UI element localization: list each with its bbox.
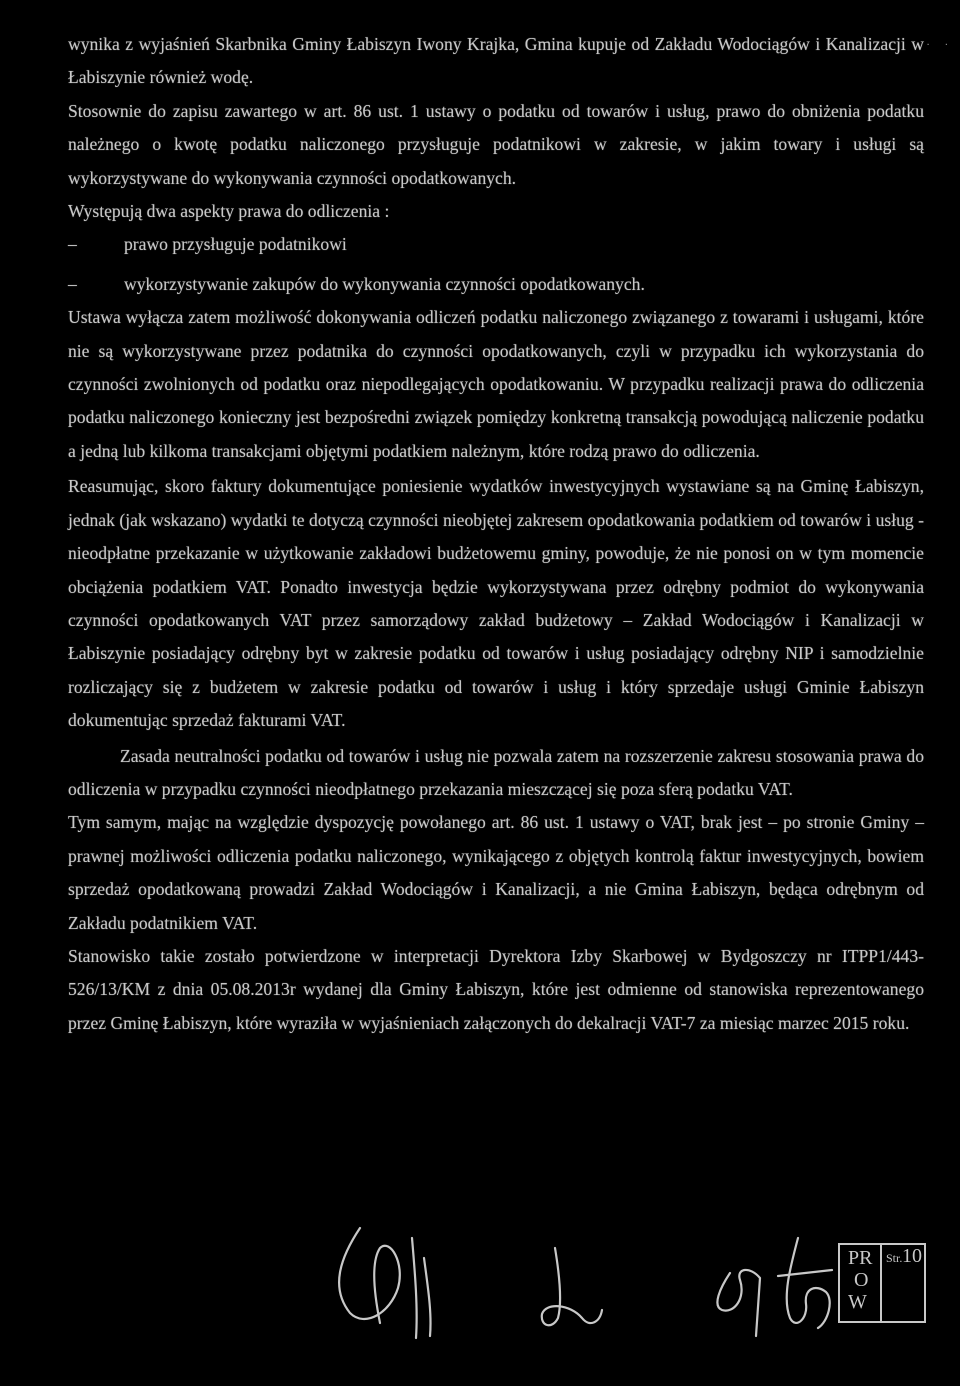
stamp-line-3: W xyxy=(848,1291,867,1313)
paragraph: Ustawa wyłącza zatem możliwość dokonywania odliczeń podatku naliczonego związanego z towarami i usługami, które nie są wykorzystywane przez podatnika do czynności opodatkowanych, czyli w przypadku ich wykorzystania do czynności zwolnionych od podatku oraz niepodlegających opodatkowaniu. W przypadku realizacji prawa do odliczenia podatku naliczonego konieczny jest bezpośredni związek pomiędzy konkretną transakcją powodującą naliczenie podatku a jedną lub kilkoma transakcjami objętymi podatkiem należnym, które rodzą prawo do odliczenia. xyxy=(68,307,924,461)
stamp-page-number: 10 xyxy=(902,1245,922,1267)
document-body xyxy=(68,28,924,1040)
paragraph: Stosownie do zapisu zawartego w art. 86 ust. 1 ustawy o podatku od towarów i usług, prawo do obniżenia podatku należnego o kwotę podatku naliczonego przysługuje podatnikowi w zakresie, w jakim towary i usługi są wykorzystywane do wykonywania czynności opodatkowanych. xyxy=(68,100,924,188)
list-item-text: wykorzystywanie zakupów do wykonywania czynności opodatkowanych. xyxy=(124,273,645,294)
paragraph: Występują dwa aspekty prawa do odliczenia : xyxy=(68,201,390,222)
list-item-text: prawo przysługuje podatnikowi xyxy=(124,234,347,255)
list-item xyxy=(68,268,924,301)
paragraph: Stanowisko takie zostało potwierdzone w interpretacji Dyrektora Izby Skarbowej w Bydgoszczy nr ITPP1/443-526/13/KM z dnia 05.08.2013r wydanej dla Gminy Łabiszyn, które jest odmienne od stanowiska reprezentowanego przez Gminę Łabiszyn, które wyraziła w wyjaśnieniach załączonych do dekalracji VAT-7 za miesiąc marzec 2015 roku. xyxy=(68,945,924,1033)
signature-3 xyxy=(717,1270,760,1336)
paragraph: wynika z wyjaśnień Skarbnika Gminy Łabiszyn Iwony Krajka, Gmina kupuje od Zakładu Wodociągów i Kanalizacji w Łabiszynie również wodę. xyxy=(68,34,924,88)
stamp-page-label: Str. xyxy=(886,1251,903,1265)
list-item xyxy=(68,228,924,261)
scan-edge-marks: · · xyxy=(926,40,954,51)
list-dash: – xyxy=(68,273,77,294)
stamp-line-1: PR xyxy=(848,1247,873,1269)
page-stamp xyxy=(838,1243,926,1323)
stamp-line-2: O xyxy=(854,1269,869,1291)
paragraph: Reasumując, skoro faktury dokumentujące poniesienie wydatków inwestycyjnych wystawiane są na Gminę Łabiszyn, jednak (jak wskazano) wydatki te dotyczą czynności nieobjętej zakresem opodatkowania podatkiem od towarów i usług - nieodpłatne przekazanie w użytkowanie zakładowi budżetowemu gminy, powoduje, że nie ponosi on w tym momencie obciążenia podatkiem VAT. Ponadto inwestycja będzie wykorzystywana przez odrębny podmiot do wykonywania czynności opodatkowanych VAT przez samorządowy zakład budżetowy – Zakład Wodociągów i Kanalizacji w Łabiszynie posiadający odrębny byt w zakresie podatku od towarów i usług posiadający odrębny NIP i samodzielnie rozliczający się z budżetem w zakresie podatku od towarów i usług i który sprzedaje usługi Gminie Łabiszyn dokumentując sprzedaż fakturami VAT. xyxy=(68,476,924,731)
list-dash: – xyxy=(68,234,77,255)
paragraph: Zasada neutralności podatku od towarów i usług nie pozwala zatem na rozszerzenie zakresu stosowania prawa do odliczenia w przypadku czynności nieodpłatnego przekazania mieszczącej się poza sferą podatku VAT. xyxy=(68,745,924,799)
signature-2 xyxy=(542,1248,602,1325)
stamp-divider xyxy=(880,1245,882,1321)
signature-1 xyxy=(339,1228,400,1323)
signature-4 xyxy=(787,1238,830,1328)
paragraph: Tym samym, mając na względzie dyspozycję powołanego art. 86 ust. 1 ustawy o VAT, brak jest – po stronie Gminy – prawnej możliwości odliczenia podatku naliczonego, wynikającego z objętych kontrolą faktur inwestycyjnych, bowiem sprzedaż opodatkowaną prowadzi Zakład Wodociągów i Kanalizacji, a nie Gmina Łabiszyn, będąca odrębnym od Zakładu podatnikiem VAT. xyxy=(68,812,924,933)
handwritten-signatures xyxy=(320,1218,840,1348)
